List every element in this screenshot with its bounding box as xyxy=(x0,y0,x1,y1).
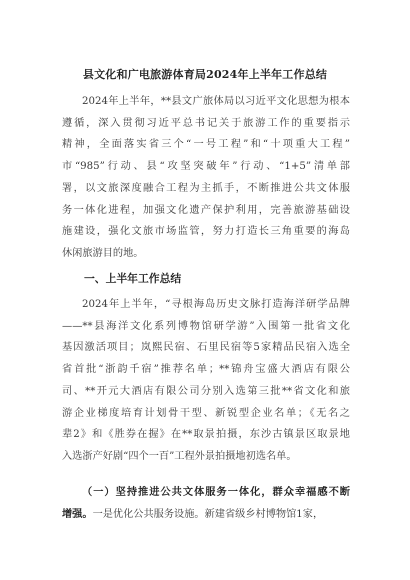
intro-line: 遵循，深入贯彻习近平总书记关于旅游工作的重要指示 xyxy=(62,117,350,129)
section1-paragraph xyxy=(62,294,350,468)
intro-line: 署，以文旅深度融合工程为主抓手，不断推进公共文体服 xyxy=(62,182,350,194)
intro-paragraph xyxy=(62,91,350,265)
section1-line: 游企业梯度培育计划骨干型、新锐型企业名单；《无名之 xyxy=(62,407,350,419)
section-heading: 一、上半年工作总结 xyxy=(84,272,182,285)
subsection1-line xyxy=(62,504,350,526)
intro-line: 休闲旅游目的地。 xyxy=(62,247,144,259)
section1-line: 基因激活项目；岚熙民宿、石里民宿等5家精品民宿入选全 xyxy=(62,342,350,354)
intro-line: 市“985”行动、县“攻坚突破年”行动、“1+5”清单部 xyxy=(62,161,350,173)
intro-line: 务一体化进程，加强文化遗产保护利用，完善旅游基础设 xyxy=(62,204,350,216)
document-title: 县文化和广电旅游体育局2024年上半年工作总结 xyxy=(82,68,328,81)
subsection1-heading: （一）坚持推进公共文体服务一体化，群众幸福感不断 xyxy=(82,486,350,498)
subsection1-heading-line xyxy=(62,482,350,504)
intro-line: 施建设，强化文旅市场监管，努力打造长三角重要的海岛 xyxy=(62,226,350,238)
intro-line: 2024年上半年，**县文广旅体局以习近平文化思想为根本 xyxy=(82,96,350,107)
subsection1-heading-end: 增强。 xyxy=(62,507,93,520)
section1-line: 入选浙产好剧“四个一百”工程外景拍摄地初选名单。 xyxy=(62,450,297,462)
subsection1-text: 一是优化公共服务设施。新建省级乡村博物馆1家， xyxy=(92,508,324,520)
section1-line: ——**县海洋文化系列博物馆研学游”入围第一批省文化 xyxy=(62,320,350,332)
intro-line: 精神，全面落实省三个“一号工程”和“十项重大工程” xyxy=(62,139,350,151)
section1-line: 司、**开元大酒店有限公司分别入选第三批**省文化和旅 xyxy=(62,385,350,397)
section1-line: 2024年上半年，“寻根海岛历史文脉打造海洋研学品牌 xyxy=(82,299,350,310)
section1-line: 辈2》和《胜券在握》在**取景拍摄，东沙古镇景区取景地 xyxy=(62,429,350,441)
section1-line: 省首批“浙韵千宿”推荐名单；**锦舟宝盛大酒店有限公 xyxy=(62,364,350,376)
subsection1-paragraph xyxy=(62,482,350,525)
